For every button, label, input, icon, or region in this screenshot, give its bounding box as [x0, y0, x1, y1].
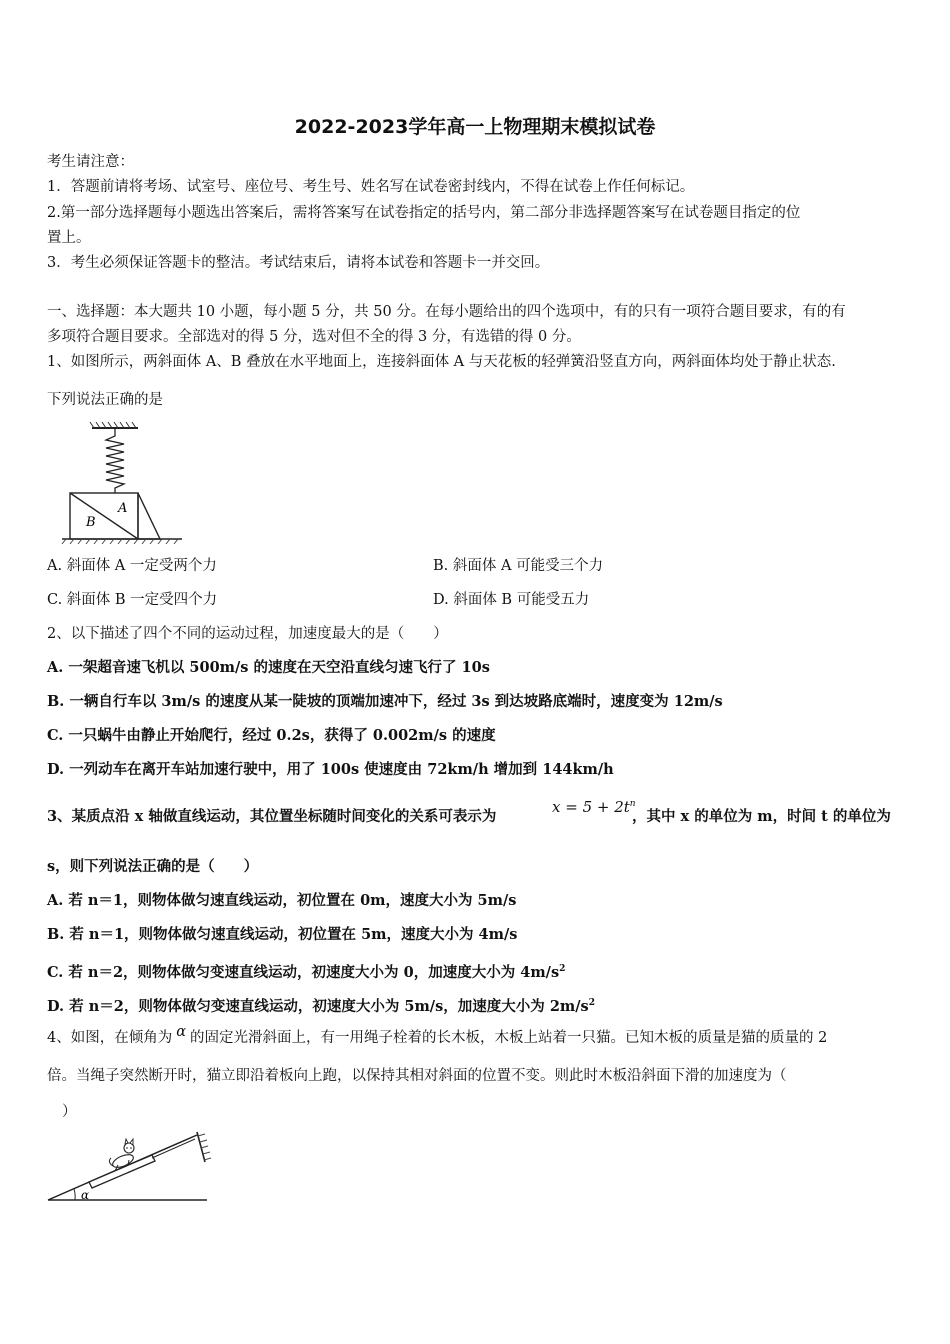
q1-option-d: D. 斜面体 B 可能受五力	[433, 592, 590, 608]
q2-option-b: B. 一辆自行车以 3m/s 的速度从某一陡坡的顶端加速冲下，经过 3s 到达坡路底端时，速度变为 12m/s	[47, 693, 723, 710]
q1-option-a: A. 斜面体 A 一定受两个力	[47, 558, 217, 574]
q4-stem-2: 倍。当绳子突然断开时，猫立即沿着板向上跑，以保持其相对斜面的位置不变。则此时木板沿斜面下滑的加速度为（	[47, 1068, 787, 1084]
notice-item-3: 3．考生必须保证答题卡的整洁。考试结束后，请将本试卷和答题卡一并交回。	[47, 255, 550, 271]
q2-option-a: A. 一架超音速飞机以 500m/s 的速度在天空沿直线匀速飞行了 10s	[47, 659, 490, 676]
section1-line1: 一、选择题：本大题共 10 小题，每小题 5 分，共 50 分。在每小题给出的四个选项中，有的只有一项符合题目要求，有的有	[47, 304, 846, 320]
q3-stem-after: ，其中 x 的单位为 m，时间 t 的单位为	[632, 808, 891, 825]
q4-figure-incline	[45, 1130, 215, 1205]
notice-item-2: 2.第一部分选择题每小题选出答案后，需将答案写在试卷指定的括号内，第二部分非选择题答案写在试卷题目指定的位	[47, 205, 801, 221]
q1-figure-spring-wedges	[60, 420, 190, 545]
q3-option-b: B. 若 n＝1，则物体做匀速直线运动，初位置在 5m，速度大小为 4m/s	[47, 926, 518, 943]
q1-stem-1: 1、如图所示，两斜面体 A、B 叠放在水平地面上，连接斜面体 A 与天花板的轻弹簧沿竖直方向，两斜面体均处于静止状态.	[47, 354, 836, 370]
q1-option-c: C. 斜面体 B 一定受四个力	[47, 592, 218, 608]
q1-figure-label-b: B	[86, 515, 96, 530]
q2-option-c: C. 一只蜗牛由静止开始爬行，经过 0.2s，获得了 0.002m/s 的速度	[47, 727, 496, 744]
notice-heading: 考生请注意：	[47, 154, 134, 170]
q4-stem-1: 4、如图，在倾角为 α 的固定光滑斜面上，有一用绳子栓着的长木板，木板上站着一只猫。已知木板的质量是猫的质量的 2	[47, 1024, 828, 1046]
q3-formula: $x = 5 + 2t^n$	[552, 798, 636, 816]
q3-stem-before: 3、某质点沿 x 轴做直线运动，其位置坐标随时间变化的关系可表示为	[47, 808, 497, 825]
q3-option-a: A. 若 n＝1，则物体做匀速直线运动，初位置在 0m，速度大小为 5m/s	[47, 892, 517, 909]
q2-stem: 2、以下描述了四个不同的运动过程，加速度最大的是（ ）	[47, 626, 448, 642]
q3-option-c: C. 若 n＝2，则物体做匀变速直线运动，初速度大小为 0，加速度大小为 $4m/s^2$	[47, 963, 566, 981]
q2-option-d: D. 一列动车在离开车站加速行驶中，用了 100s 使速度由 72km/h 增加到 144km/h	[47, 761, 614, 778]
q3-stem-2: s，则下列说法正确的是（ ）	[47, 858, 259, 875]
q1-option-b: B. 斜面体 A 可能受三个力	[433, 558, 604, 574]
page-title: 2022-2023学年高一上物理期末模拟试卷	[294, 116, 656, 138]
q4-stem-3: ）	[62, 1104, 77, 1120]
q1-stem-2: 下列说法正确的是	[47, 392, 163, 408]
q4-figure-label-alpha: α	[81, 1188, 90, 1202]
q3-option-d: D. 若 n＝2，则物体做匀变速直线运动，初速度大小为 5m/s，加速度大小为 $2m/s^2$	[47, 997, 595, 1015]
notice-item-1: 1．答题前请将考场、试室号、座位号、考生号、姓名写在试卷密封线内，不得在试卷上作任何标记。	[47, 179, 695, 195]
section1-line2: 多项符合题目要求。全部选对的得 5 分，选对但不全的得 3 分，有选错的得 0 分。	[47, 329, 581, 345]
q1-figure-label-a: A	[118, 501, 128, 516]
notice-item-2-cont: 置上。	[47, 230, 91, 246]
